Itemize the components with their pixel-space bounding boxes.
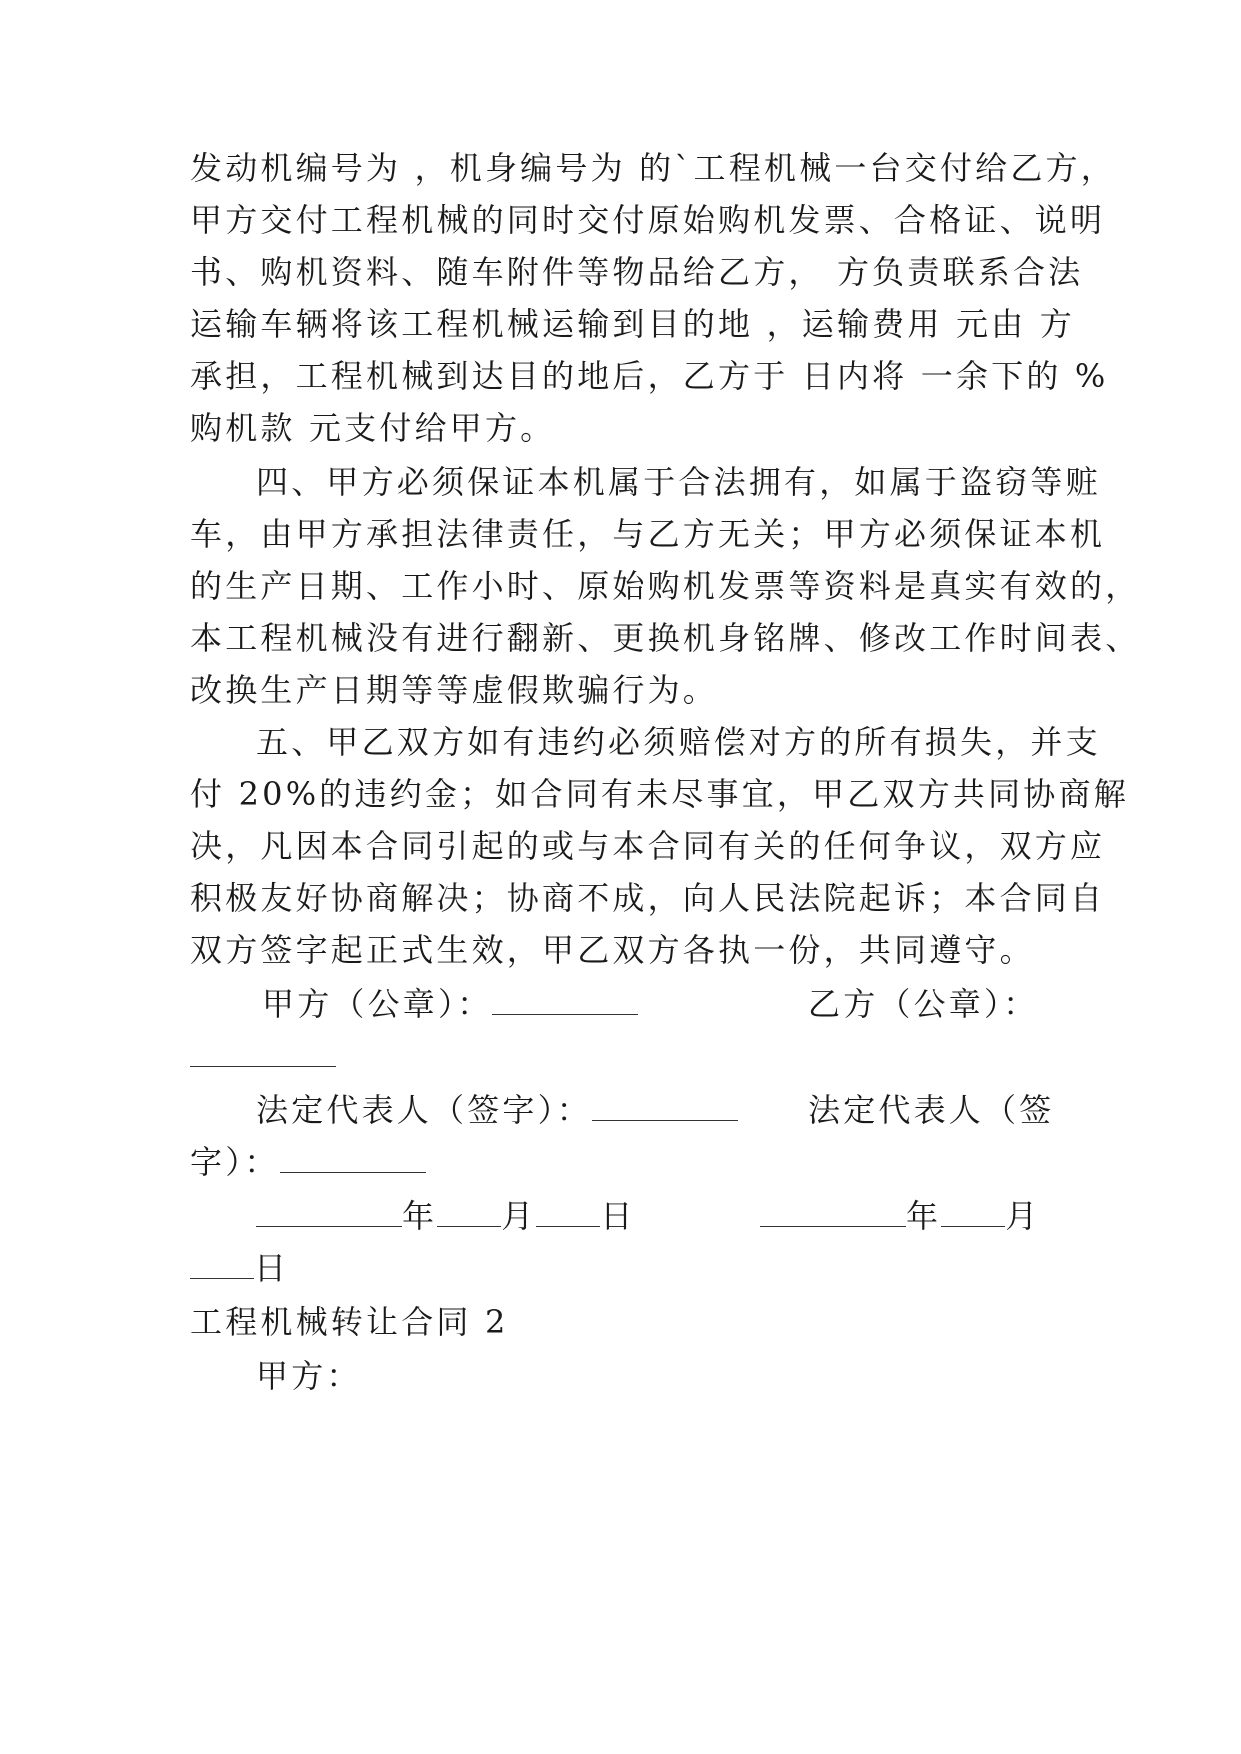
party-a-year-label: 年	[402, 1197, 438, 1235]
clause-five-first-line: 五、甲乙双方如有违约必须赔偿对方的所有损失，并支	[256, 723, 1101, 761]
party-a-rep-blank	[592, 1090, 738, 1121]
clause-four-first-line: 四、甲方必须保证本机属于合法拥有，如属于盗窃等赃	[256, 463, 1101, 501]
body-line: 车，由甲方承担法律责任，与乙方无关；甲方必须保证本机	[190, 515, 1106, 553]
body-line: 甲方交付工程机械的同时交付原始购机发票、合格证、说明	[190, 201, 1106, 239]
party-b-seal-label: 乙方（公章）：	[808, 985, 1039, 1023]
party-a-rep-label: 法定代表人（签字）：	[256, 1091, 593, 1129]
party-b-day-label: 日	[254, 1249, 290, 1287]
body-line: 发动机编号为 ，机身编号为 的`工程机械一台交付给乙方，	[190, 149, 1116, 187]
body-line: 购机款 元支付给甲方。	[190, 409, 556, 447]
party-b-seal-blank-row	[190, 1036, 1070, 1076]
party-b-rep-blank	[280, 1142, 426, 1173]
party-b-rep-label-end: 字）：	[190, 1143, 280, 1181]
body-line: 的生产日期、工作小时、原始购机发票等资料是真实有效的，	[190, 567, 1141, 605]
body-line: 运输车辆将该工程机械运输到目的地 ，运输费用 元由 方	[190, 305, 1075, 343]
party-a-day-blank	[536, 1196, 600, 1227]
party-b-date-row	[760, 1196, 1080, 1236]
body-line: 本工程机械没有进行翻新、更换机身铭牌、修改工作时间表、	[190, 619, 1141, 657]
body-line: 双方签字起正式生效，甲乙双方各执一份，共同遵守。	[190, 931, 1035, 969]
body-line: 书、购机资料、随车附件等物品给乙方， 方负责联系合法	[190, 253, 1084, 291]
party-a-month-blank	[437, 1196, 501, 1227]
party-b-seal-row	[808, 984, 1078, 1024]
party-b-year-blank	[760, 1196, 906, 1227]
party-a-day-label: 日	[600, 1197, 636, 1235]
party-a-heading: 甲方：	[256, 1357, 362, 1395]
party-a-seal-blank	[492, 984, 638, 1015]
party-b-rep-row	[808, 1090, 1078, 1130]
party-b-year-label: 年	[906, 1197, 942, 1235]
party-a-rep-row	[256, 1090, 736, 1130]
body-line: 改换生产日期等等虚假欺骗行为。	[190, 671, 719, 709]
party-a-seal-row	[262, 984, 662, 1024]
party-b-day-blank	[190, 1248, 254, 1279]
party-b-day-row	[190, 1248, 1070, 1288]
party-a-month-label: 月	[501, 1197, 537, 1235]
party-b-month-label: 月	[1005, 1197, 1041, 1235]
section-title: 工程机械转让合同 2	[190, 1303, 509, 1341]
body-line: 付 20%的违约金；如合同有未尽事宜，甲乙双方共同协商解	[190, 775, 1129, 813]
party-a-year-blank	[256, 1196, 402, 1227]
party-a-seal-label: 甲方（公章）：	[262, 985, 493, 1023]
body-line: 决，凡因本合同引起的或与本合同有关的任何争议，双方应	[190, 827, 1106, 865]
party-b-month-blank	[941, 1196, 1005, 1227]
party-b-rep-label-start: 法定代表人（签	[808, 1091, 1055, 1129]
body-line: 承担，工程机械到达目的地后，乙方于 日内将 一余下的 %	[190, 357, 1109, 395]
body-line: 积极友好协商解决；协商不成，向人民法院起诉；本合同自	[190, 879, 1106, 917]
party-b-seal-blank	[190, 1036, 336, 1067]
party-b-rep-continued-row	[190, 1142, 1070, 1182]
party-a-date-row	[256, 1196, 716, 1236]
